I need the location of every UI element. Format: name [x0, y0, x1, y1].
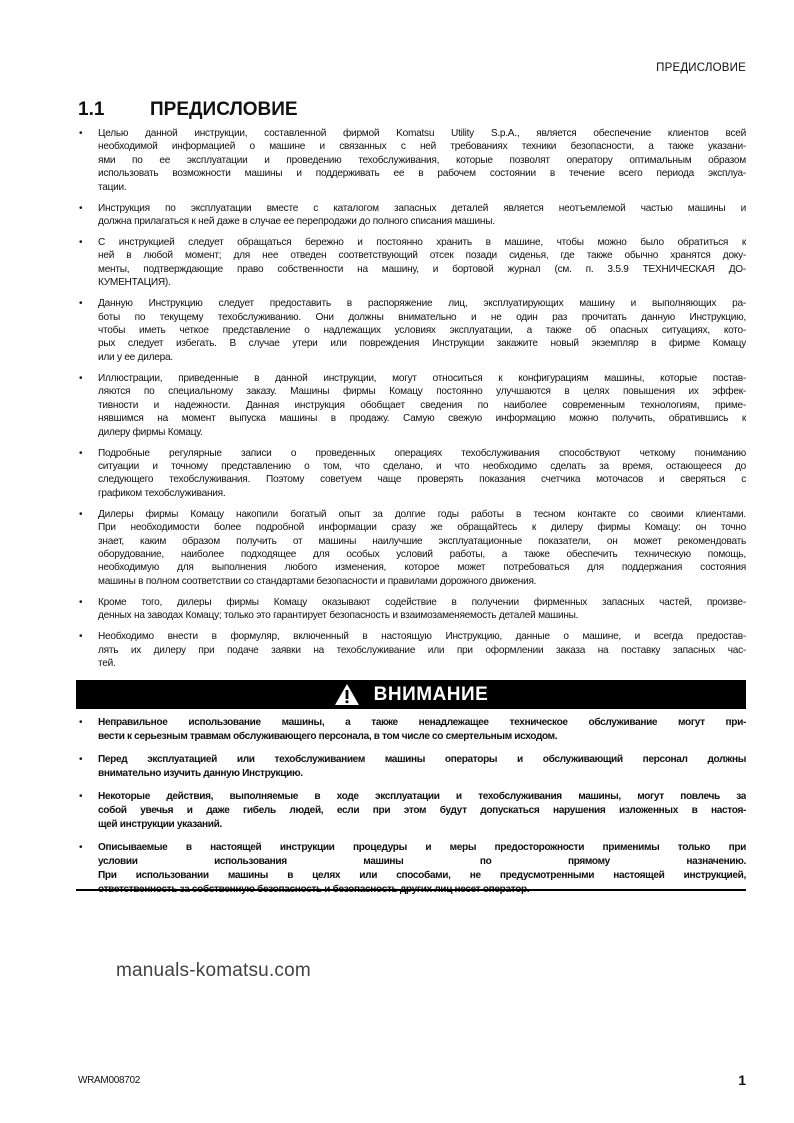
text-line: С инструкцией следует обращаться бережно и постоянно хранить в машине, чтобы можно было обратиться к — [98, 237, 746, 249]
text-line: графиком техобслуживания. — [98, 487, 226, 499]
running-header: ПРЕДИСЛОВИЕ — [656, 62, 746, 74]
text-line: Некоторые действия, выполняемые в ходе эксплуатации и техобслуживания машины, могут повлечь за — [98, 791, 746, 802]
text-line: тивности и надежности. Данная инструкция обобщает сведения по наиболее современным технологиям, приме- — [98, 399, 746, 411]
section-title-text: ПРЕДИСЛОВИЕ — [150, 99, 298, 120]
text-line: ней в любой момент; для нее отведен соответствующий отсек позади сиденья, где также обычно хранятся доку- — [98, 250, 746, 262]
warning-body — [78, 716, 746, 906]
text-line: Кроме того, дилеры фирмы Комацу оказывают содействие в получении фирменных запасных частей, произве- — [98, 596, 746, 608]
bullet-paragraph — [78, 297, 746, 364]
warning-title: ВНИМАНИЕ — [373, 683, 489, 705]
bullet-paragraph — [78, 236, 746, 290]
text-line: необходимую для выполнения любого изменения, которое может потребоваться для поддержания состояния — [98, 562, 746, 574]
bullet-icon: • — [79, 717, 83, 728]
bullet-icon: • — [79, 791, 83, 802]
bullet-icon: • — [79, 237, 83, 249]
text-line: чтобы иметь четкое представление о надлежащих условиях эксплуатации, а также об опасных ситуациях, кото- — [98, 325, 746, 337]
text-line: рых следует избегать. В случае утери или повреждения Инструкции закажите новый экземпляр в фирме Комацу — [98, 338, 746, 350]
text-line: лять их дилеру при подаче заявки на техобслуживание или при оформлении заказа на поставку запасных час- — [98, 644, 746, 656]
bullet-paragraph — [78, 202, 746, 229]
bullet-icon: • — [79, 842, 83, 853]
bullet-icon: • — [79, 447, 83, 459]
text-line: денных на заводах Комацу; только это гарантирует безопасность и взаимозаменяемость деталей машины. — [98, 610, 579, 622]
text-line: машины в полном соответствии со стандартами безопасности и правилами дорожного движения. — [98, 575, 537, 587]
bullet-paragraph — [78, 753, 746, 781]
warning-triangle-icon — [334, 683, 360, 706]
text-line: Подробные регулярные записи о проведенных операциях техобслуживания способствуют четкому пониманию — [98, 447, 746, 459]
bullet-paragraph — [78, 508, 746, 588]
text-line: необходимой информацией о машине и связанных с ней требованиях техники безопасности, а также указани- — [98, 141, 746, 153]
text-line: При необходимости более подробной информации сразу же обращайтесь к дилеру фирмы Комацу: он точно — [98, 522, 746, 534]
text-line: Дилеры фирмы Комацу накопили богатый опыт за долгие годы работы в тесном контакте со своими клиентами. — [98, 508, 746, 520]
warning-bottom-rule — [76, 889, 746, 891]
text-line: Целью данной инструкции, составленной фирмой Komatsu Utility S.p.A., является обеспечение клиентов всей — [98, 128, 746, 139]
text-line: условии использования машины по прямому назначению. — [98, 856, 746, 867]
text-line: должна прилагаться к ней даже в случае ее перепродажи до полного списания машины. — [98, 216, 495, 228]
bullet-icon: • — [79, 508, 83, 520]
foreword-body — [78, 127, 746, 678]
bullet-icon: • — [79, 631, 83, 643]
text-line: собой увечья и даже гибель людей, если при этом будут допускаться нарушения изложенных в настоя- — [98, 805, 746, 816]
text-line: КУМЕНТАЦИЯ). — [98, 277, 171, 289]
text-line: ситуации и точному представлению о том, что сделано, и что необходимо сделать за время, остающееся до — [98, 460, 746, 472]
section-title — [78, 99, 298, 121]
text-line: следующего техобслуживания. Поэтому советуем чаще проверять показания счетчика моточасов и сверяться с — [98, 474, 746, 486]
text-line: Неправильное использование машины, а также ненадлежащее техническое обслуживание могут при- — [98, 717, 746, 728]
text-line: тей. — [98, 657, 116, 669]
text-line: вести к серьезным травмам обслуживающего персонала, в том числе со смертельным исходом. — [98, 731, 558, 742]
document-code: WRAM008702 — [78, 1075, 141, 1086]
text-line: При использовании машины в целях или способами, не предусмотренными настоящей инструкцией, — [98, 870, 746, 881]
bullet-paragraph — [78, 596, 746, 623]
bullet-paragraph — [78, 716, 746, 744]
bullet-icon: • — [79, 298, 83, 310]
text-line: знает, каким образом получить от машины наилучшие эксплуатационные показатели, он может рекомендовать — [98, 535, 746, 547]
section-number: 1.1 — [78, 99, 105, 120]
bullet-icon: • — [79, 596, 83, 608]
text-line: Иллюстрации, приведенные в данной инструкции, могут относиться к конфигурациям машины, которые постав- — [98, 372, 746, 384]
text-line: нявшимся на момент выпуска машины в продажу. Самую свежую информацию можно получить, обратившись к — [98, 413, 746, 425]
text-line: использовать возможности машины и поддерживать ее в рабочем состоянии в течение всего периода эксплуа- — [98, 168, 746, 180]
text-line: оборудование, наиболее подходящее для особых условий работы, а также обеспечить техническую помощь, — [98, 548, 746, 560]
page-number: 1 — [738, 1072, 746, 1088]
bullet-icon: • — [79, 202, 83, 214]
bullet-paragraph — [78, 447, 746, 501]
bullet-icon: • — [79, 754, 83, 765]
text-line: менты, подтверждающие право собственности на машину, и бортовой журнал (см. п. 3.5.9 ТЕХНИЧЕСКАЯ ДО- — [98, 263, 746, 275]
bullet-paragraph — [78, 372, 746, 439]
text-line: Описываемые в настоящей инструкции процедуры и меры предосторожности применимы только при — [98, 842, 746, 853]
bullet-icon: • — [79, 128, 83, 139]
text-line: тации. — [98, 181, 127, 193]
text-line: Инструкция по эксплуатации вместе с каталогом запасных деталей является неотъемлемой частью машины и — [98, 202, 746, 214]
bullet-paragraph — [78, 630, 746, 670]
text-line: ляются по специальному заказу. Машины фирмы Комацу постоянно улучшаются в целях повышения их эффек- — [98, 386, 746, 398]
text-line: Данную Инструкцию следует предоставить в распоряжение лиц, эксплуатирующих машину и выполняющих ра- — [98, 298, 746, 310]
bullet-icon: • — [79, 372, 83, 384]
text-line: боты по текущему техобслуживанию. Они должны внимательно и не один раз прочитать данную Инструкцию, — [98, 311, 746, 323]
text-line: внимательно изучить данную Инструкцию. — [98, 768, 303, 779]
text-line: Необходимо внести в формуляр, включенный в настоящую Инструкцию, данные о машине, и всегда предостав- — [98, 631, 746, 643]
text-line: Перед эксплуатацией или техобслуживанием машины операторы и обслуживающий персонал должны — [98, 754, 746, 765]
text-line: дилеру фирмы Комацу. — [98, 426, 203, 438]
text-line: ями по ее эксплуатации и проведению техобслуживания, которые позволят оператору оптимальным образом — [98, 154, 746, 166]
text-line: щей инструкции указаний. — [98, 819, 222, 830]
warning-banner — [76, 680, 746, 709]
text-line: или у ее дилера. — [98, 351, 173, 363]
bullet-paragraph — [78, 127, 746, 194]
bullet-paragraph — [78, 790, 746, 832]
watermark: manuals-komatsu.com — [116, 960, 311, 981]
